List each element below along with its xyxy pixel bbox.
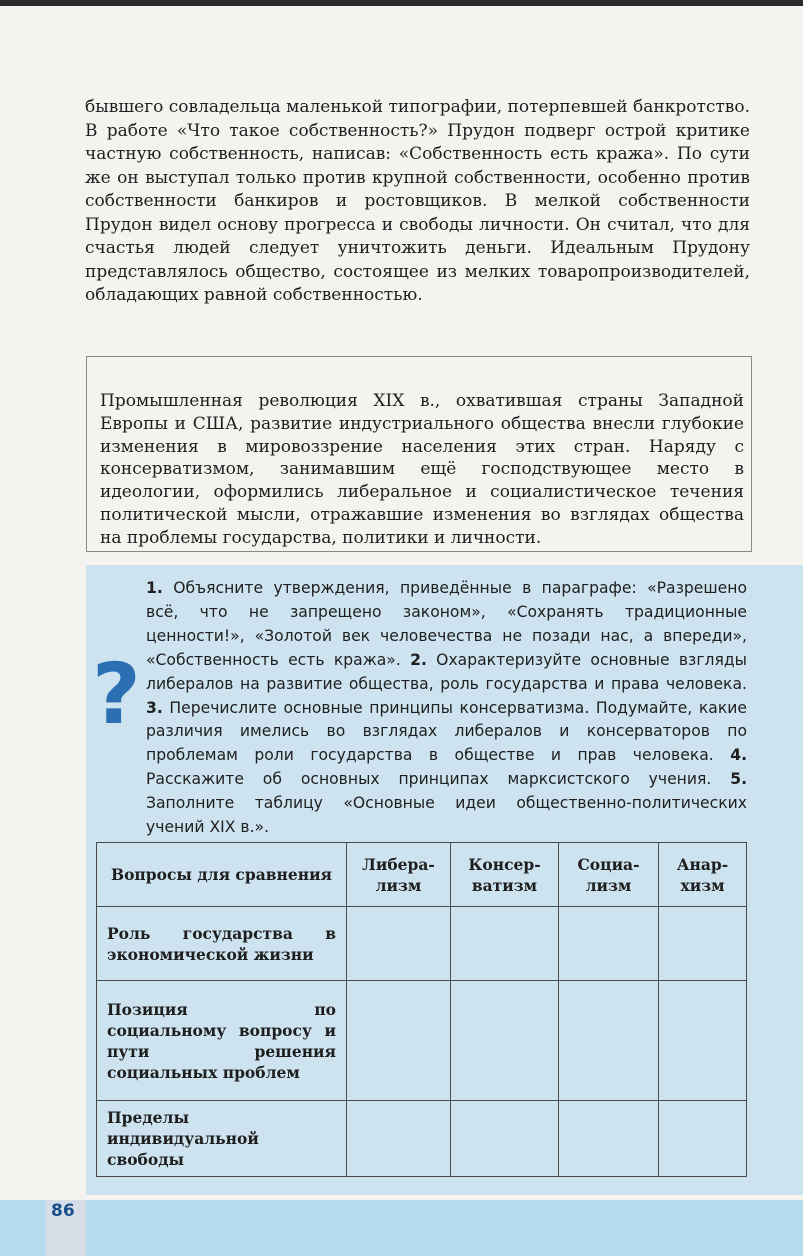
table-cell <box>559 1101 659 1177</box>
table-cell <box>659 981 747 1101</box>
row-label: Позиция по социальному вопросу и пути решения социальных проблем <box>97 981 347 1101</box>
table-cell <box>347 907 451 981</box>
row-label: Пределы индивидуальной свободы <box>97 1101 347 1177</box>
main-paragraph: бывшего совладельца маленькой типографии, потерпевшей банкротство. В работе «Что такое собственность?» Прудон подверг острой критике частную собственность, написав: «Собственность есть кража». По сути же он выступал только против крупной собственности, особенно против собственности банкиров и ростовщиков. В мелкой собственности Прудон видел основу прогресса и свободы личности. Он считал, что для счастья людей следует уничтожить деньги. Идеальным Прудону представлялось общество, состоящее из мелких товаропроизводителей, обладающих равной собственностью. <box>85 97 750 305</box>
question-text: Расскажите об основных принципах марксистского учения. <box>146 770 712 789</box>
question-number: 1. <box>146 579 163 597</box>
question-mark-icon: ? <box>92 645 141 743</box>
row-label: Роль государства в экономической жизни <box>97 907 347 981</box>
table-cell <box>451 907 559 981</box>
comparison-table <box>96 842 747 1177</box>
table-cell <box>451 1101 559 1177</box>
table-cell <box>451 981 559 1101</box>
table-cell <box>559 981 659 1101</box>
question-number: 3. <box>146 698 163 717</box>
table-row <box>97 907 747 981</box>
question-number: 2. <box>410 650 427 669</box>
question-number: 4. <box>730 746 747 765</box>
questions-list <box>146 577 747 840</box>
header-cell: Консер- ватизм <box>451 843 559 907</box>
header-cell: Социа- лизм <box>559 843 659 907</box>
table-cell <box>347 1101 451 1177</box>
table-row <box>97 981 747 1101</box>
header-cell: Анар- хизм <box>659 843 747 907</box>
question-text: Охарактеризуйте основные взгляды либералов на развитие общества, роль государства и права человека. <box>146 650 747 693</box>
top-edge <box>0 0 803 6</box>
table-row <box>97 1101 747 1177</box>
table-cell <box>559 907 659 981</box>
table-cell <box>659 1101 747 1177</box>
table-header-row <box>97 843 747 907</box>
footer-band <box>0 1200 803 1256</box>
question-text: Объясните утверждения, приведённые в параграфе: «Разрешено всё, что не запрещено законом», «Сохранять традиционные ценности!», «Золотой век человечества не позади нас, а впереди», «Собственность есть кража». <box>146 579 747 669</box>
summary-box-text: Промышленная революция XIX в., охватившая страны Западной Европы и США, развитие индустриального общества внесли глубокие изменения в мировоззрение населения этих стран. Наряду с консерватизмом, занимавшим ещё господствующее место в идеологии, оформились либеральное и социалистическое течения политической мысли, отражавшие изменения во взглядах общества на проблемы государства, политики и личности. <box>100 391 744 548</box>
header-cell: Вопросы для сравнения <box>97 843 347 907</box>
header-cell: Либера- лизм <box>347 843 451 907</box>
table-cell <box>659 907 747 981</box>
question-number: 5. <box>730 770 747 789</box>
question-text: Заполните таблицу «Основные идеи общественно-политических учений XIX в.». <box>146 794 747 837</box>
question-text: Перечислите основные принципы консерватизма. Подумайте, какие различия имелись во взглядах либералов и консерваторов по проблемам роли государства в обществе и прав человека. <box>146 698 747 765</box>
page-number: 86 <box>51 1201 75 1221</box>
table-cell <box>347 981 451 1101</box>
